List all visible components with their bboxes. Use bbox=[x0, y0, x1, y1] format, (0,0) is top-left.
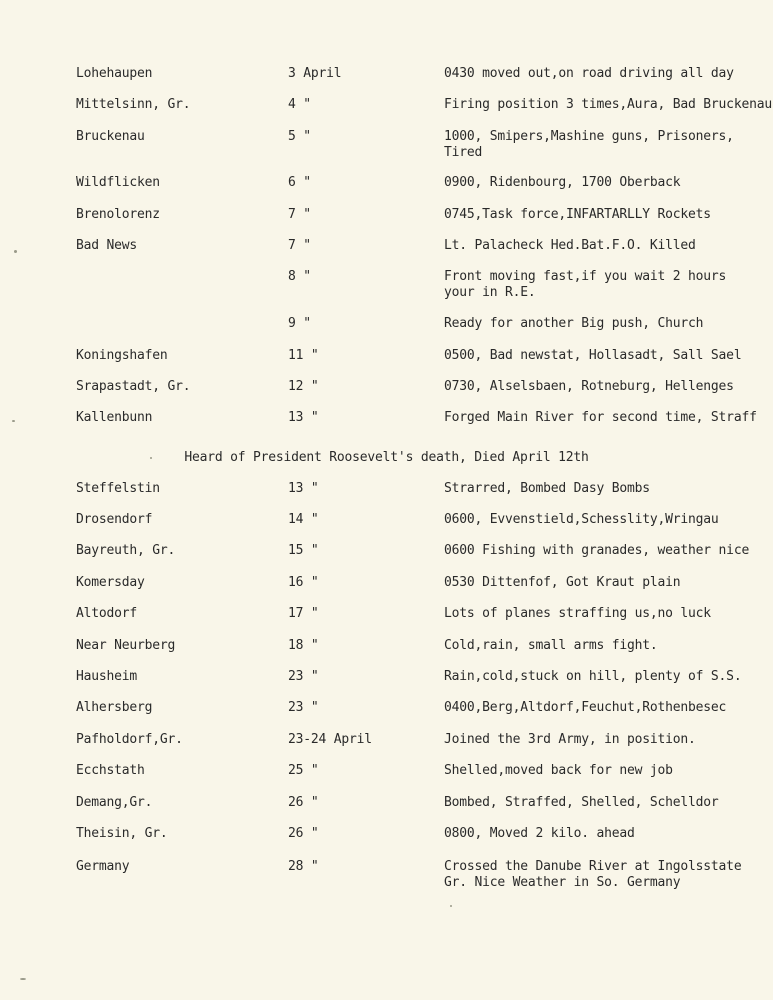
entry-event: 0600 Fishing with granades, weather nice bbox=[444, 543, 750, 558]
entry-date: 7 " bbox=[288, 238, 311, 253]
entry-place: Kallenbunn bbox=[76, 410, 153, 425]
entry-date: 18 " bbox=[288, 638, 319, 653]
entry-date: 5 " bbox=[288, 129, 311, 144]
entry-date: 16 " bbox=[288, 575, 319, 590]
entry-event: Lots of planes straffing us,no luck bbox=[444, 606, 711, 621]
entry-date: 13 " bbox=[288, 481, 319, 496]
entry-event: Forged Main River for second time, Straff bbox=[444, 410, 757, 425]
entry-date: 6 " bbox=[288, 175, 311, 190]
entry-event: 0900, Ridenbourg, 1700 Oberback bbox=[444, 175, 681, 190]
entry-date: 14 " bbox=[288, 512, 319, 527]
entry-place: Wildflicken bbox=[76, 175, 160, 190]
entry-place: Germany bbox=[76, 859, 130, 874]
entry-date: 3 April bbox=[288, 66, 342, 81]
entry-event: Joined the 3rd Army, in position. bbox=[444, 732, 696, 747]
entry-place: Bruckenau bbox=[76, 129, 145, 144]
roosevelt-death-note: Heard of President Roosevelt's death, Died April 12th bbox=[184, 450, 589, 465]
entry-event: Cold,rain, small arms fight. bbox=[444, 638, 658, 653]
entry-place: Koningshafen bbox=[76, 348, 168, 363]
entry-date: 26 " bbox=[288, 795, 319, 810]
entry-place: Lohehaupen bbox=[76, 66, 153, 81]
entry-date: 13 " bbox=[288, 410, 319, 425]
entry-date: 23-24 April bbox=[288, 732, 372, 747]
entry-event: Firing position 3 times,Aura, Bad Bruckenau bbox=[444, 97, 772, 112]
entry-date: 11 " bbox=[288, 348, 319, 363]
entry-place: Near Neurberg bbox=[76, 638, 176, 653]
paper-speck bbox=[450, 905, 452, 907]
entry-date: 26 " bbox=[288, 826, 319, 841]
entry-event: Front moving fast,if you wait 2 hours your in R.E. bbox=[444, 269, 727, 300]
entry-event: Shelled,moved back for new job bbox=[444, 763, 673, 778]
paper-speck bbox=[20, 978, 26, 980]
entry-event: 0400,Berg,Altdorf,Feuchut,Rothenbesec bbox=[444, 700, 727, 715]
entry-date: 4 " bbox=[288, 97, 311, 112]
entry-event: 0430 moved out,on road driving all day bbox=[444, 66, 734, 81]
entry-event: 0530 Dittenfof, Got Kraut plain bbox=[444, 575, 681, 590]
entry-place: Hausheim bbox=[76, 669, 138, 684]
entry-place: Komersday bbox=[76, 575, 145, 590]
entry-event: 1000, Smipers,Mashine guns, Prisoners, Tired bbox=[444, 129, 734, 160]
entry-place: Ecchstath bbox=[76, 763, 145, 778]
entry-event: Strarred, Bombed Dasy Bombs bbox=[444, 481, 650, 496]
entry-date: 9 " bbox=[288, 316, 311, 331]
entry-date: 12 " bbox=[288, 379, 319, 394]
entry-event: 0600, Evvenstield,Schesslity,Wringau bbox=[444, 512, 719, 527]
entry-event: 0730, Alselsbaen, Rotneburg, Hellenges bbox=[444, 379, 734, 394]
entry-date: 15 " bbox=[288, 543, 319, 558]
entry-date: 7 " bbox=[288, 207, 311, 222]
entry-event: Bombed, Straffed, Shelled, Schelldor bbox=[444, 795, 719, 810]
entry-place: Pafholdorf,Gr. bbox=[76, 732, 183, 747]
entry-event: Lt. Palacheck Hed.Bat.F.O. Killed bbox=[444, 238, 696, 253]
entry-event: Ready for another Big push, Church bbox=[444, 316, 704, 331]
entry-place: Alhersberg bbox=[76, 700, 153, 715]
entry-event: Crossed the Danube River at Ingolsstate Gr. Nice Weather in So. Germany bbox=[444, 859, 742, 890]
paper-speck bbox=[12, 420, 15, 422]
entry-place: Altodorf bbox=[76, 606, 138, 621]
entry-date: 17 " bbox=[288, 606, 319, 621]
entry-place: Brenolorenz bbox=[76, 207, 160, 222]
entry-event: 0745,Task force,INFARTARLLY Rockets bbox=[444, 207, 711, 222]
entry-date: 25 " bbox=[288, 763, 319, 778]
entry-place: Drosendorf bbox=[76, 512, 153, 527]
entry-event: 0800, Moved 2 kilo. ahead bbox=[444, 826, 635, 841]
entry-place: Srapastadt, Gr. bbox=[76, 379, 191, 394]
entry-place: Bayreuth, Gr. bbox=[76, 543, 176, 558]
entry-date: 23 " bbox=[288, 669, 319, 684]
entry-place: Steffelstin bbox=[76, 481, 160, 496]
entry-place: Mittelsinn, Gr. bbox=[76, 97, 191, 112]
entry-date: 23 " bbox=[288, 700, 319, 715]
entry-event: Rain,cold,stuck on hill, plenty of S.S. bbox=[444, 669, 742, 684]
entry-date: 8 " bbox=[288, 269, 311, 284]
paper-speck bbox=[150, 457, 152, 459]
entry-event: 0500, Bad newstat, Hollasadt, Sall Sael bbox=[444, 348, 742, 363]
entry-place: Bad News bbox=[76, 238, 138, 253]
entry-place: Demang,Gr. bbox=[76, 795, 153, 810]
paper-speck bbox=[14, 250, 17, 253]
entry-place: Theisin, Gr. bbox=[76, 826, 168, 841]
entry-date: 28 " bbox=[288, 859, 319, 874]
